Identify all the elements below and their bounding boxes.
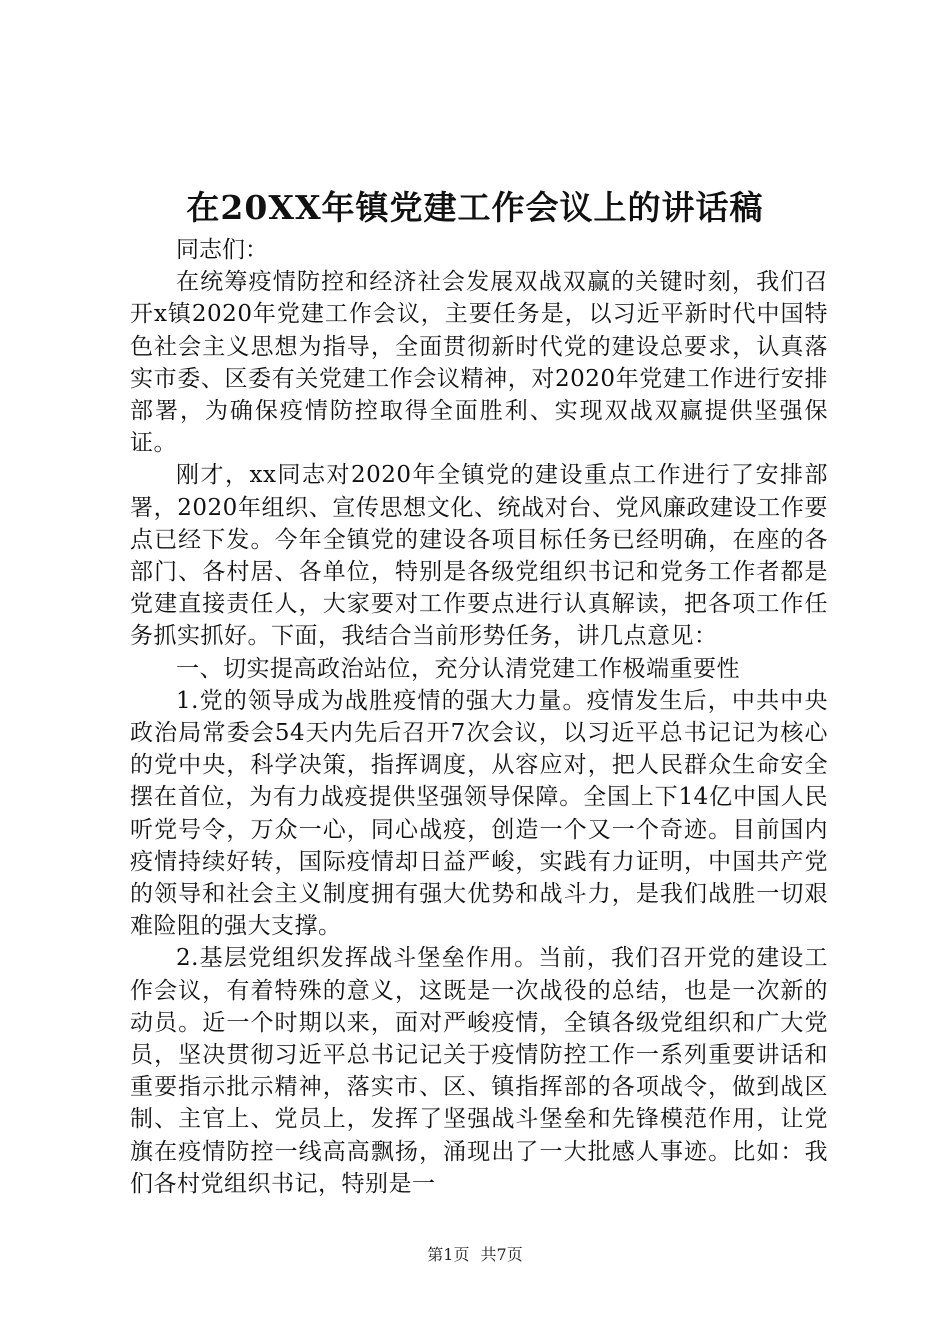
document-title: 在20XX年镇党建工作会议上的讲话稿 xyxy=(186,188,764,227)
paragraph-point-2: 2.基层党组织发挥战斗堡垒作用。当前，我们召开党的建设工作会议，有着特殊的意义，这既是一次战役的总结，也是一次新的动员。近一个时期以来，面对严峻疫情，全镇各级党组织和广大党员，坚决贯彻习近平总书记记关于疫情防控工作一系列重要讲话和重要指示批示精神，落实市、区、镇指挥部的各项战令，做到战区制、主官上、党员上，发挥了坚强战斗堡垒和先锋模范作用，让党旗在疫情防控一线高高飘扬，涌现出了一大批感人事迹。比如：我们各村党组织书记，特别是一 xyxy=(130,945,828,1197)
page-footer xyxy=(0,1244,950,1266)
paragraph-intro: 在统筹疫情防控和经济社会发展双战双赢的关键时刻，我们召开x镇2020年党建工作会议，主要任务是，以习近平新时代中国特色社会主义思想为指导，全面贯彻新时代党的建设总要求，认真落实市委、区委有关党建工作会议精神，对2020年党建工作进行安排部署，为确保疫情防控取得全面胜利、实现双战双赢提供坚强保证。 xyxy=(130,269,828,457)
section-heading-1: 一、切实提高政治站位，充分认清党建工作极端重要性 xyxy=(176,655,740,682)
paragraph-overview: 刚才，xx同志对2020年全镇党的建设重点工作进行了安排部署，2020年组织、宣传思想文化、统战对台、党风廉政建设工作要点已经下发。今年全镇党的建设各项目标任务已经明确，在座的各部门、各村居、各单位，特别是各级党组织书记和党务工作者都是党建直接责任人，大家要对工作要点进行认真解读，把各项工作任务抓实抓好。下面，我结合当前形势任务，讲几点意见： xyxy=(130,462,828,650)
page-total: 共7页 xyxy=(480,1245,523,1264)
salutation: 同志们： xyxy=(176,237,268,263)
paragraph-point-1: 1.党的领导成为战胜疫情的强大力量。疫情发生后，中共中央政治局常委会54天内先后召开7次会议，以习近平总书记记为核心的党中央，科学决策，指挥调度，从容应对，把人民群众生命安全摆在首位，为有力战疫提供坚强领导保障。全国上下14亿中国人民听党号令，万众一心，同心战疫，创造一个又一个奇迹。目前国内疫情持续好转，国际疫情却日益严峻，实践有力证明，中国共产党的领导和社会主义制度拥有强大优势和战斗力，是我们战胜一切艰难险阻的强大支撑。 xyxy=(130,687,828,940)
document-body xyxy=(130,234,828,1200)
page-number: 第1页 xyxy=(427,1245,470,1264)
